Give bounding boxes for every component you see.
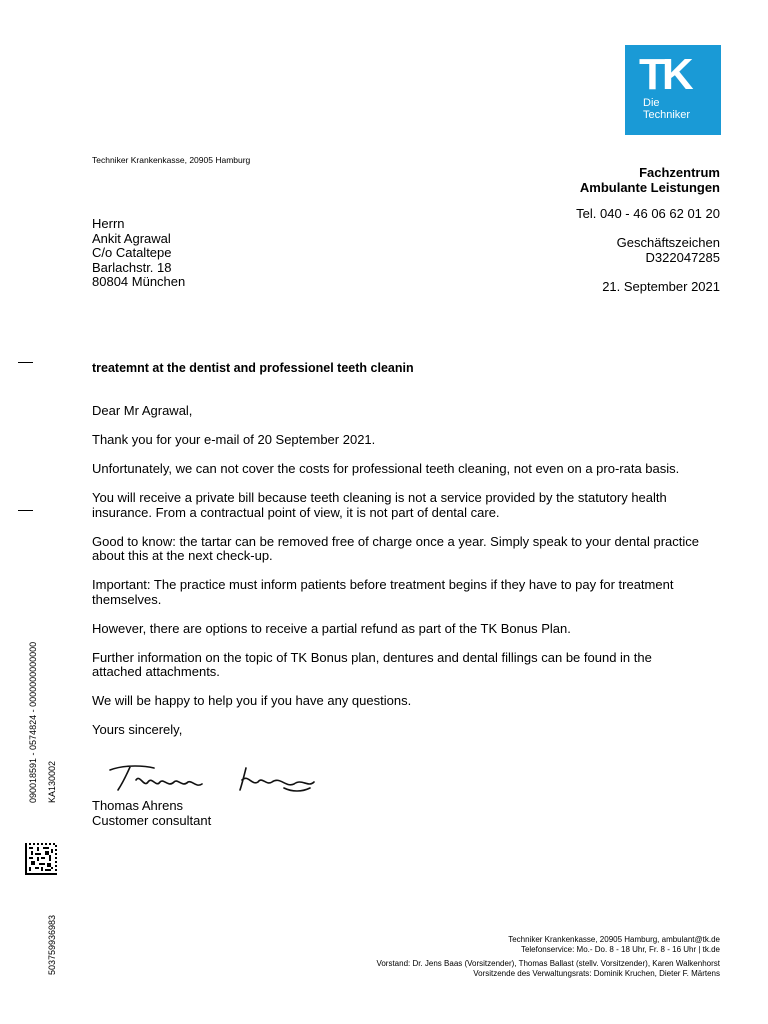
recipient-line: Ankit Agrawal	[92, 230, 171, 246]
subject: treatemnt at the dentist and professionel teeth cleanin	[92, 361, 414, 375]
paragraph: However, there are options to receive a partial refund as part of the TK Bonus Plan.	[92, 620, 571, 636]
fold-mark	[18, 510, 33, 511]
paragraph: Important: The practice must inform patients before treatment begins if they have to pay for treatment themselves.	[92, 577, 674, 607]
tk-logo-line2: Techniker	[643, 109, 691, 121]
recipient-line: C/o Cataltepe	[92, 245, 172, 260]
footer-contact	[508, 935, 720, 954]
department-line1: Fachzentrum	[639, 165, 720, 180]
recipient-address	[92, 217, 185, 290]
letter-body	[92, 404, 702, 752]
sender-line: Techniker Krankenkasse, 20905 Hamburg	[92, 155, 251, 165]
paragraph: Further information on the topic of TK Bonus plan, dentures and dental fillings can be found in the attached attachments.	[92, 649, 652, 679]
tk-logo	[625, 45, 721, 135]
datamatrix-barcode	[25, 843, 57, 875]
paragraph: We will be happy to help you if you have any questions.	[92, 693, 412, 708]
tk-logo-mark: TK	[639, 50, 690, 99]
paragraph: You will receive a private bill because teeth cleaning is not a service provided by the statutory health insurance. From a contractual point of view, it is not part of dental care.	[92, 490, 667, 520]
signatory-name: Thomas Ahrens	[92, 798, 184, 813]
handwritten-signature	[96, 758, 376, 798]
margin-code-2: KA130002	[47, 760, 57, 803]
fold-mark	[18, 362, 33, 363]
signatory	[92, 799, 211, 828]
footer-line: Techniker Krankenkasse, 20905 Hamburg, ambulant@tk.de	[508, 935, 720, 944]
reference-label: Geschäftszeichen	[616, 235, 720, 250]
recipient-line: 80804 München	[92, 274, 186, 289]
letter-date: 21. September 2021	[602, 279, 720, 294]
paragraph: Thank you for your e-mail of 20 September 2021.	[92, 432, 376, 447]
department-line2: Ambulante Leistungen	[579, 180, 720, 195]
footer-line: Vorsitzende des Verwaltungsrats: Dominik Kruchen, Dieter F. Märtens	[473, 968, 720, 978]
phone: Tel. 040 - 46 06 62 01 20	[576, 206, 720, 221]
paragraph: Yours sincerely,	[92, 722, 183, 737]
department	[580, 165, 720, 195]
margin-code-1: 090018591 - 0574824 - 0000000000000	[28, 641, 38, 803]
reference	[617, 235, 720, 265]
margin-code-3: 503759936983	[47, 914, 57, 975]
footer-line: Vorstand: Dr. Jens Baas (Vorsitzender), Thomas Ballast (stellv. Vorsitzender), Karen Walkenhorst	[376, 959, 720, 968]
paragraph: Good to know: the tartar can be removed free of charge once a year. Simply speak to your dental practice about this at the next check-up.	[92, 533, 700, 563]
recipient-line: Barlachstr. 18	[92, 259, 172, 275]
footer-line: Telefonservice: Mo.- Do. 8 - 18 Uhr, Fr. 8 - 16 Uhr | tk.de	[520, 944, 720, 954]
paragraph: Dear Mr Agrawal,	[92, 403, 193, 418]
recipient-line: Herrn	[92, 216, 125, 231]
footer-board	[376, 959, 720, 978]
reference-value: D322047285	[645, 250, 720, 265]
signatory-title: Customer consultant	[92, 812, 212, 828]
tk-logo-line1: Die	[643, 97, 660, 109]
paragraph: Unfortunately, we can not cover the costs for professional teeth cleaning, not even on a pro-rata basis.	[92, 461, 680, 476]
